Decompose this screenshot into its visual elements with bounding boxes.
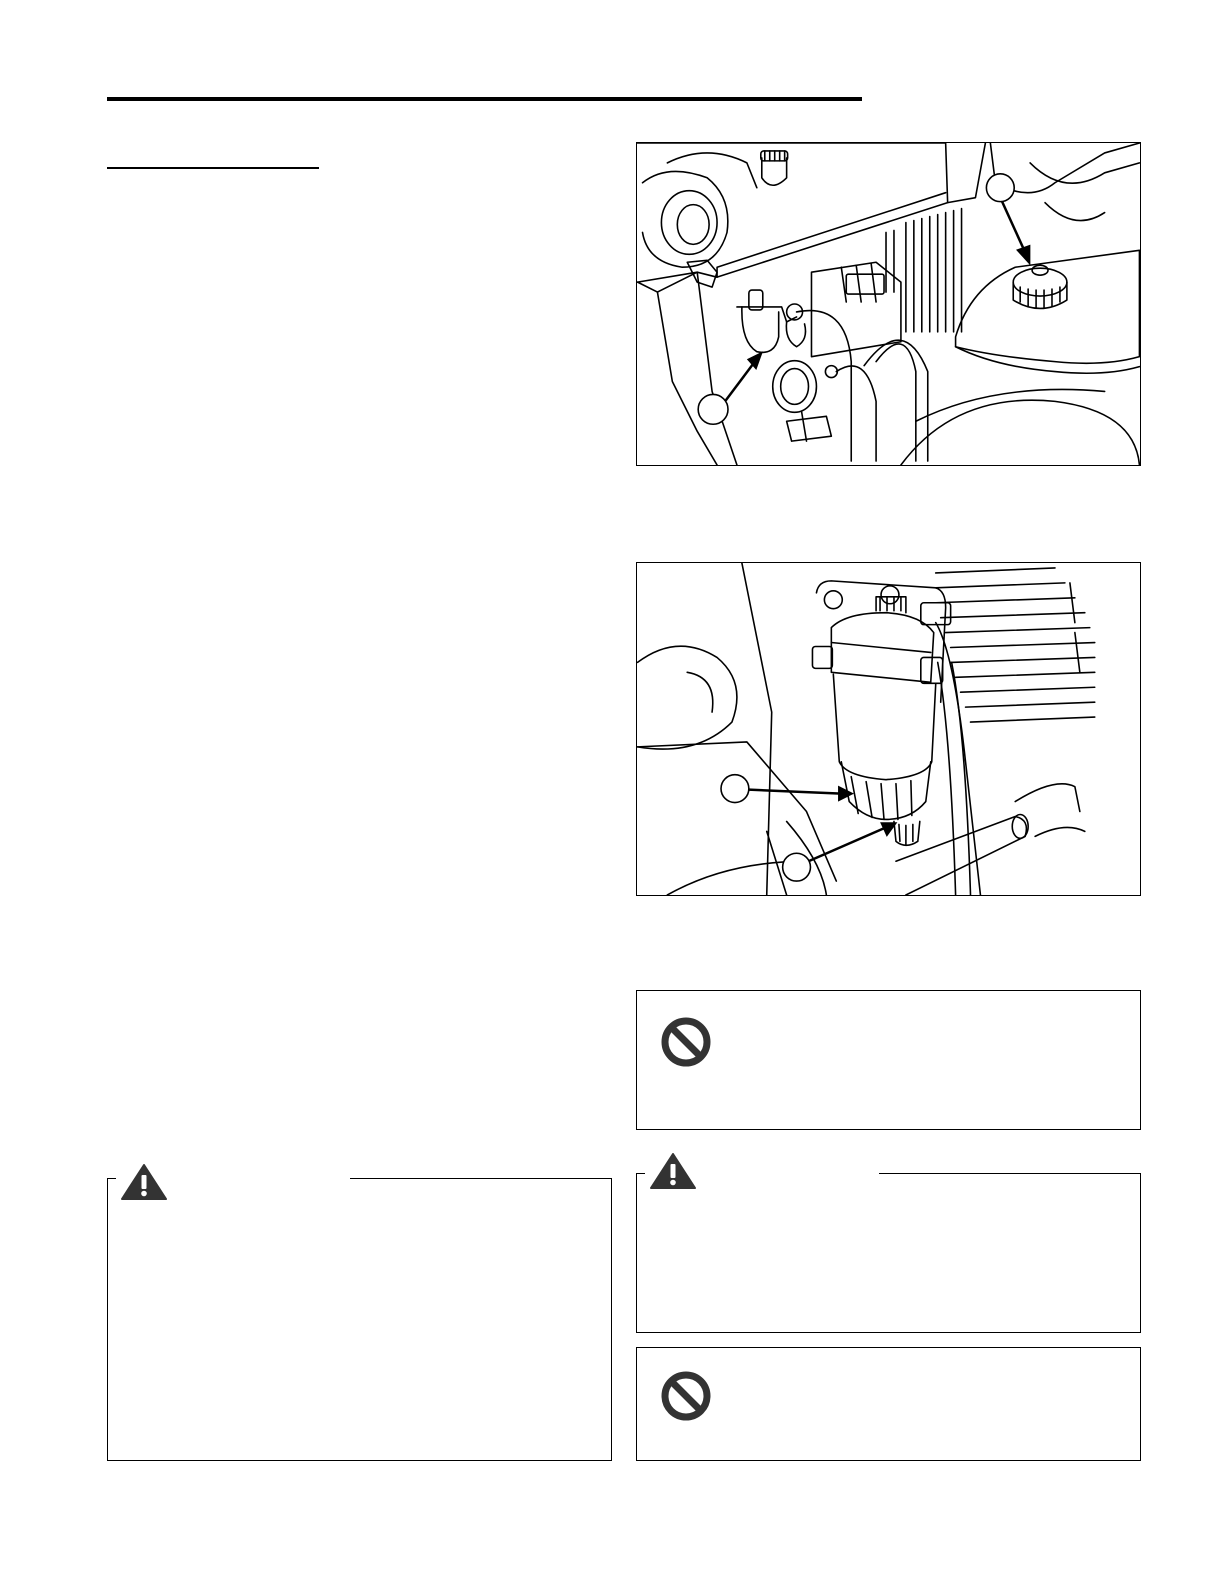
warning-header (645, 1152, 879, 1184)
warning-notice-right (636, 1173, 1141, 1333)
warning-header (116, 1163, 350, 1193)
engine-illustration-icon (637, 143, 1140, 465)
warning-notice-left (107, 1178, 612, 1461)
callout-circle (698, 394, 728, 424)
top-rule (107, 97, 862, 101)
prohibition-notice (636, 1347, 1141, 1461)
fuel-filter-illustration-icon (637, 563, 1140, 895)
section-heading (107, 140, 319, 164)
callout-circle (986, 174, 1014, 202)
section-heading-underline (107, 167, 319, 169)
engine-figure (636, 142, 1141, 466)
prohibition-icon (660, 1016, 712, 1068)
prohibition-icon (660, 1370, 712, 1422)
warning-triangle-icon (120, 1163, 168, 1201)
warning-header-rule (350, 1178, 612, 1180)
fuel-filter-figure (636, 562, 1141, 896)
warning-header-rule (879, 1173, 1141, 1175)
warning-triangle-icon (649, 1152, 697, 1190)
prohibition-notice (636, 990, 1141, 1130)
